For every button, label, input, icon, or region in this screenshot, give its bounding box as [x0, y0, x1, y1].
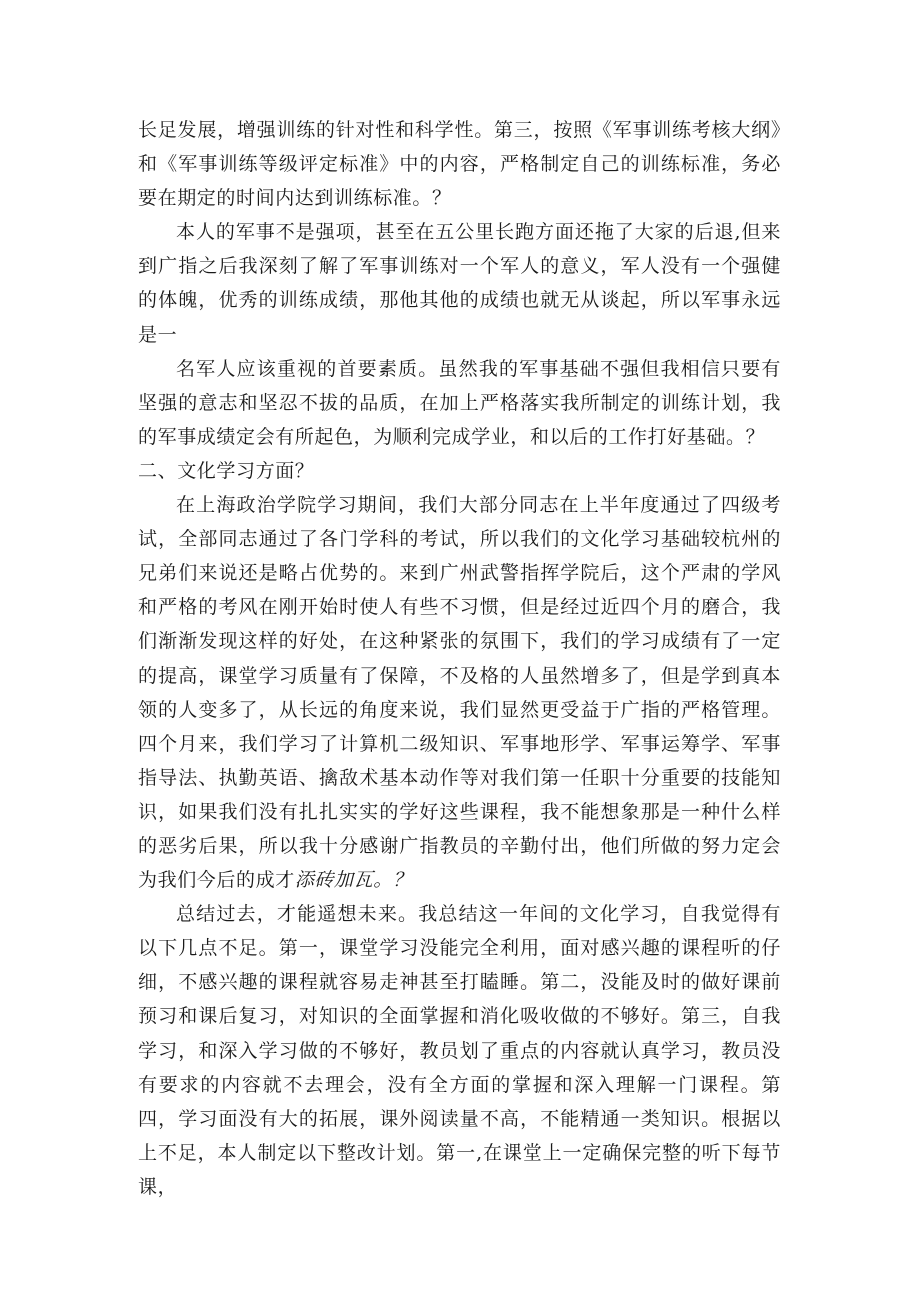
paragraph-1: 长足发展，增强训练的针对性和科学性。第三，按照《军事训练考核大纲》和《军事训练等级评定标准》中的内容，严格制定自己的训练标准，务必要在期定的时间内达到训练标准。？	[138, 119, 781, 210]
paragraph-6: 总结过去，才能遥想未来。我总结这一年间的文化学习，自我觉得有以下几点不足。第一，课堂学习没能完全利用，面对感兴趣的课程听的仔细，不感兴趣的课程就容易走神甚至打瞌睡。第二，没能及时的做好课前预习和课后复习，对知识的全面掌握和消化吸收做的不够好。第三，自我学习，和深入学习做的不够好，教员划了重点的内容就认真学习，教员没有要求的内容就不去理会，没有全方面的掌握和深入理解一门课程。第四，学习面没有大的拓展，课外阅读量不高，不能精通一类知识。根据以上不足，本人制定以下整改计划。第一,在课堂上一定确保完整的听下每节课，	[138, 903, 781, 1198]
paragraph-3: 名军人应该重视的首要素质。虽然我的军事基础不强但我相信只要有坚强的意志和坚忍不拔的品质，在加上严格落实我所制定的训练计划，我的军事成绩定会有所起色，为顺利完成学业，和以后的工作打好基础。？	[138, 357, 781, 448]
section-heading-culture-study: 二、文化学习方面？	[138, 459, 315, 482]
paragraph-5	[138, 488, 781, 897]
document-body	[138, 113, 781, 1204]
paragraph-5-tail: 添砖加瓦。？	[294, 869, 413, 892]
paragraph-2: 本人的军事不是强项，甚至在五公里长跑方面还拖了大家的后退,但来到广指之后我深刻了解了军事训练对一个军人的意义，军人没有一个强健的体魄，优秀的训练成绩，那他其他的成绩也就无从谈起，所以军事永远是一	[138, 221, 781, 346]
paragraph-5-text: 在上海政治学院学习期间，我们大部分同志在上半年度通过了四级考试，全部同志通过了各门学科的考试，所以我们的文化学习基础较杭州的兄弟们来说还是略占优势的。来到广州武警指挥学院后，这个严肃的学风和严格的考风在刚开始时使人有些不习惯，但是经过近四个月的磨合，我们渐渐发现这样的好处，在这种紧张的氛围下，我们的学习成绩有了一定的提高，课堂学习质量有了保障，不及格的人虽然增多了，但是学到真本领的人变多了，从长远的角度来说，我们显然更受益于广指的严格管理。四个月来，我们学习了计算机二级知识、军事地形学、军事运筹学、军事指导法、执勤英语、擒敌术基本动作等对我们第一任职十分重要的技能知识，如果我们没有扎扎实实的学好这些课程，我不能想象那是一种什么样的恶劣后果，所以我十分感谢广指教员的辛勤付出，他们所做的努力定会为我们今后的成才	[138, 494, 781, 892]
